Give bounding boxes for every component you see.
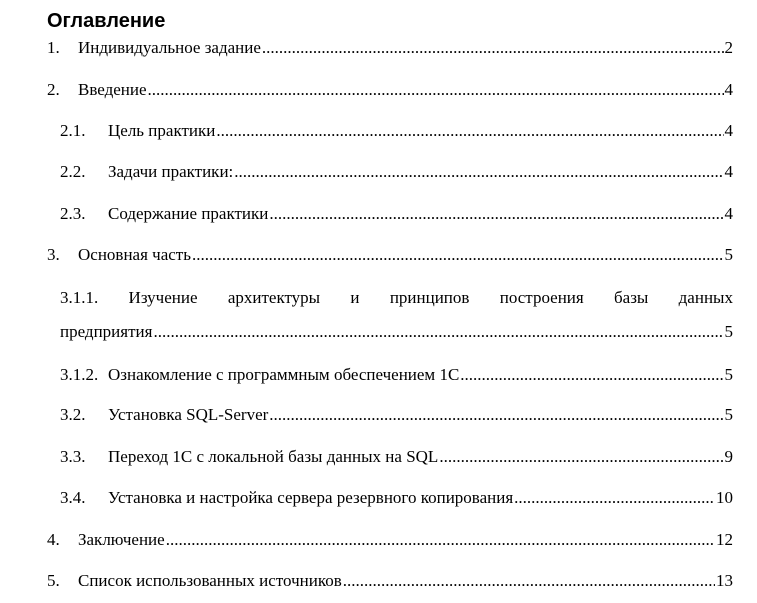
toc-entry-number: 2.3. [60,204,86,223]
toc-entry-title: Введение [78,80,147,99]
toc-entry-title: Заключение [78,530,165,549]
toc-entry-1[interactable] [47,36,733,60]
dot-leader [343,569,715,593]
toc-entry-word: принципов [389,288,470,307]
dot-leader [153,320,723,344]
toc-entry-3-3[interactable] [60,445,733,469]
toc-entry-2-3[interactable] [60,202,733,226]
toc-entry-line-1 [60,286,733,310]
toc-entry-page: 5 [724,405,733,424]
dot-leader [460,363,723,387]
toc-entry-page: 13 [716,571,733,590]
dot-leader [148,78,724,102]
toc-entry-page: 10 [716,488,733,507]
dot-leader [262,36,724,60]
dot-leader [269,403,723,427]
toc-entry-page: 4 [724,80,733,99]
toc-entry-number: 3.4. [60,488,86,507]
toc-entry-word: построения [499,288,584,307]
toc-entry-number: 1. [47,38,60,57]
toc-entry-number: 2.2. [60,162,86,181]
toc-entry-3-4[interactable] [60,486,733,510]
toc-entry-word: базы [614,288,649,307]
toc-entry-number: 5. [47,571,60,590]
toc-entry-2[interactable] [47,78,733,102]
toc-entry-title: Содержание практики [108,204,269,223]
toc-entry-number: 3.2. [60,405,86,424]
toc-entry-page: 12 [716,530,733,549]
toc-entry-title: Ознакомление с программным обеспечением 1С [108,365,460,384]
toc-entry-page: 4 [724,162,733,181]
toc-entry-title: Установка и настройка сервера резервного копирования [108,488,514,507]
toc-entry-2-2[interactable] [60,160,733,184]
dot-leader [439,445,723,469]
toc-entry-3-1-1[interactable] [60,286,733,341]
toc-entry-3-2[interactable] [60,403,733,427]
toc-entry-page: 5 [724,322,733,341]
dot-leader [269,202,723,226]
toc-entry-line-2 [60,320,733,344]
dot-leader [216,119,723,143]
toc-entry-title: Цель практики [108,121,216,140]
toc-entry-page: 2 [724,38,733,57]
toc-entry-number: 3.1.2. [60,365,99,384]
toc-entry-number: 4. [47,530,60,549]
dot-leader [192,243,724,267]
toc-entry-page: 5 [724,365,733,384]
toc-entry-word: архитектуры [227,288,321,307]
toc-entry-title: Переход 1С с локальной базы данных на SQL [108,447,439,466]
toc-entry-number: 3. [47,245,60,264]
toc-entry-page: 4 [724,204,733,223]
toc-entry-page: 9 [724,447,733,466]
dot-leader [234,160,723,184]
toc-entry-2-1[interactable] [60,119,733,143]
toc-entry-title: Основная часть [78,245,191,264]
toc-entry-word: Изучение [128,288,198,307]
toc-entry-number: 3.3. [60,447,86,466]
toc-entry-page: 5 [724,245,733,264]
toc-entry-number: 3.1.1. [60,288,99,307]
dot-leader [166,528,715,552]
toc-entry-title: Список использованных источников [78,571,342,590]
toc-entry-page: 4 [724,121,733,140]
toc-entry-word: данных [678,288,733,307]
toc-heading: Оглавление [47,10,166,32]
toc-entry-title: Индивидуальное задание [78,38,261,57]
dot-leader [514,486,715,510]
toc-entry-3[interactable] [47,243,733,267]
toc-entry-number: 2.1. [60,121,86,140]
toc-entry-number: 2. [47,80,60,99]
toc-entry-3-1-2[interactable] [60,363,733,387]
toc-entry-4[interactable] [47,528,733,552]
toc-entry-word: и [350,288,360,307]
toc-entry-title-continued: предприятия [60,322,153,341]
toc-entry-5[interactable] [47,569,733,593]
toc-entry-title: Установка SQL-Server [108,405,269,424]
toc-entry-title: Задачи практики: [108,162,234,181]
